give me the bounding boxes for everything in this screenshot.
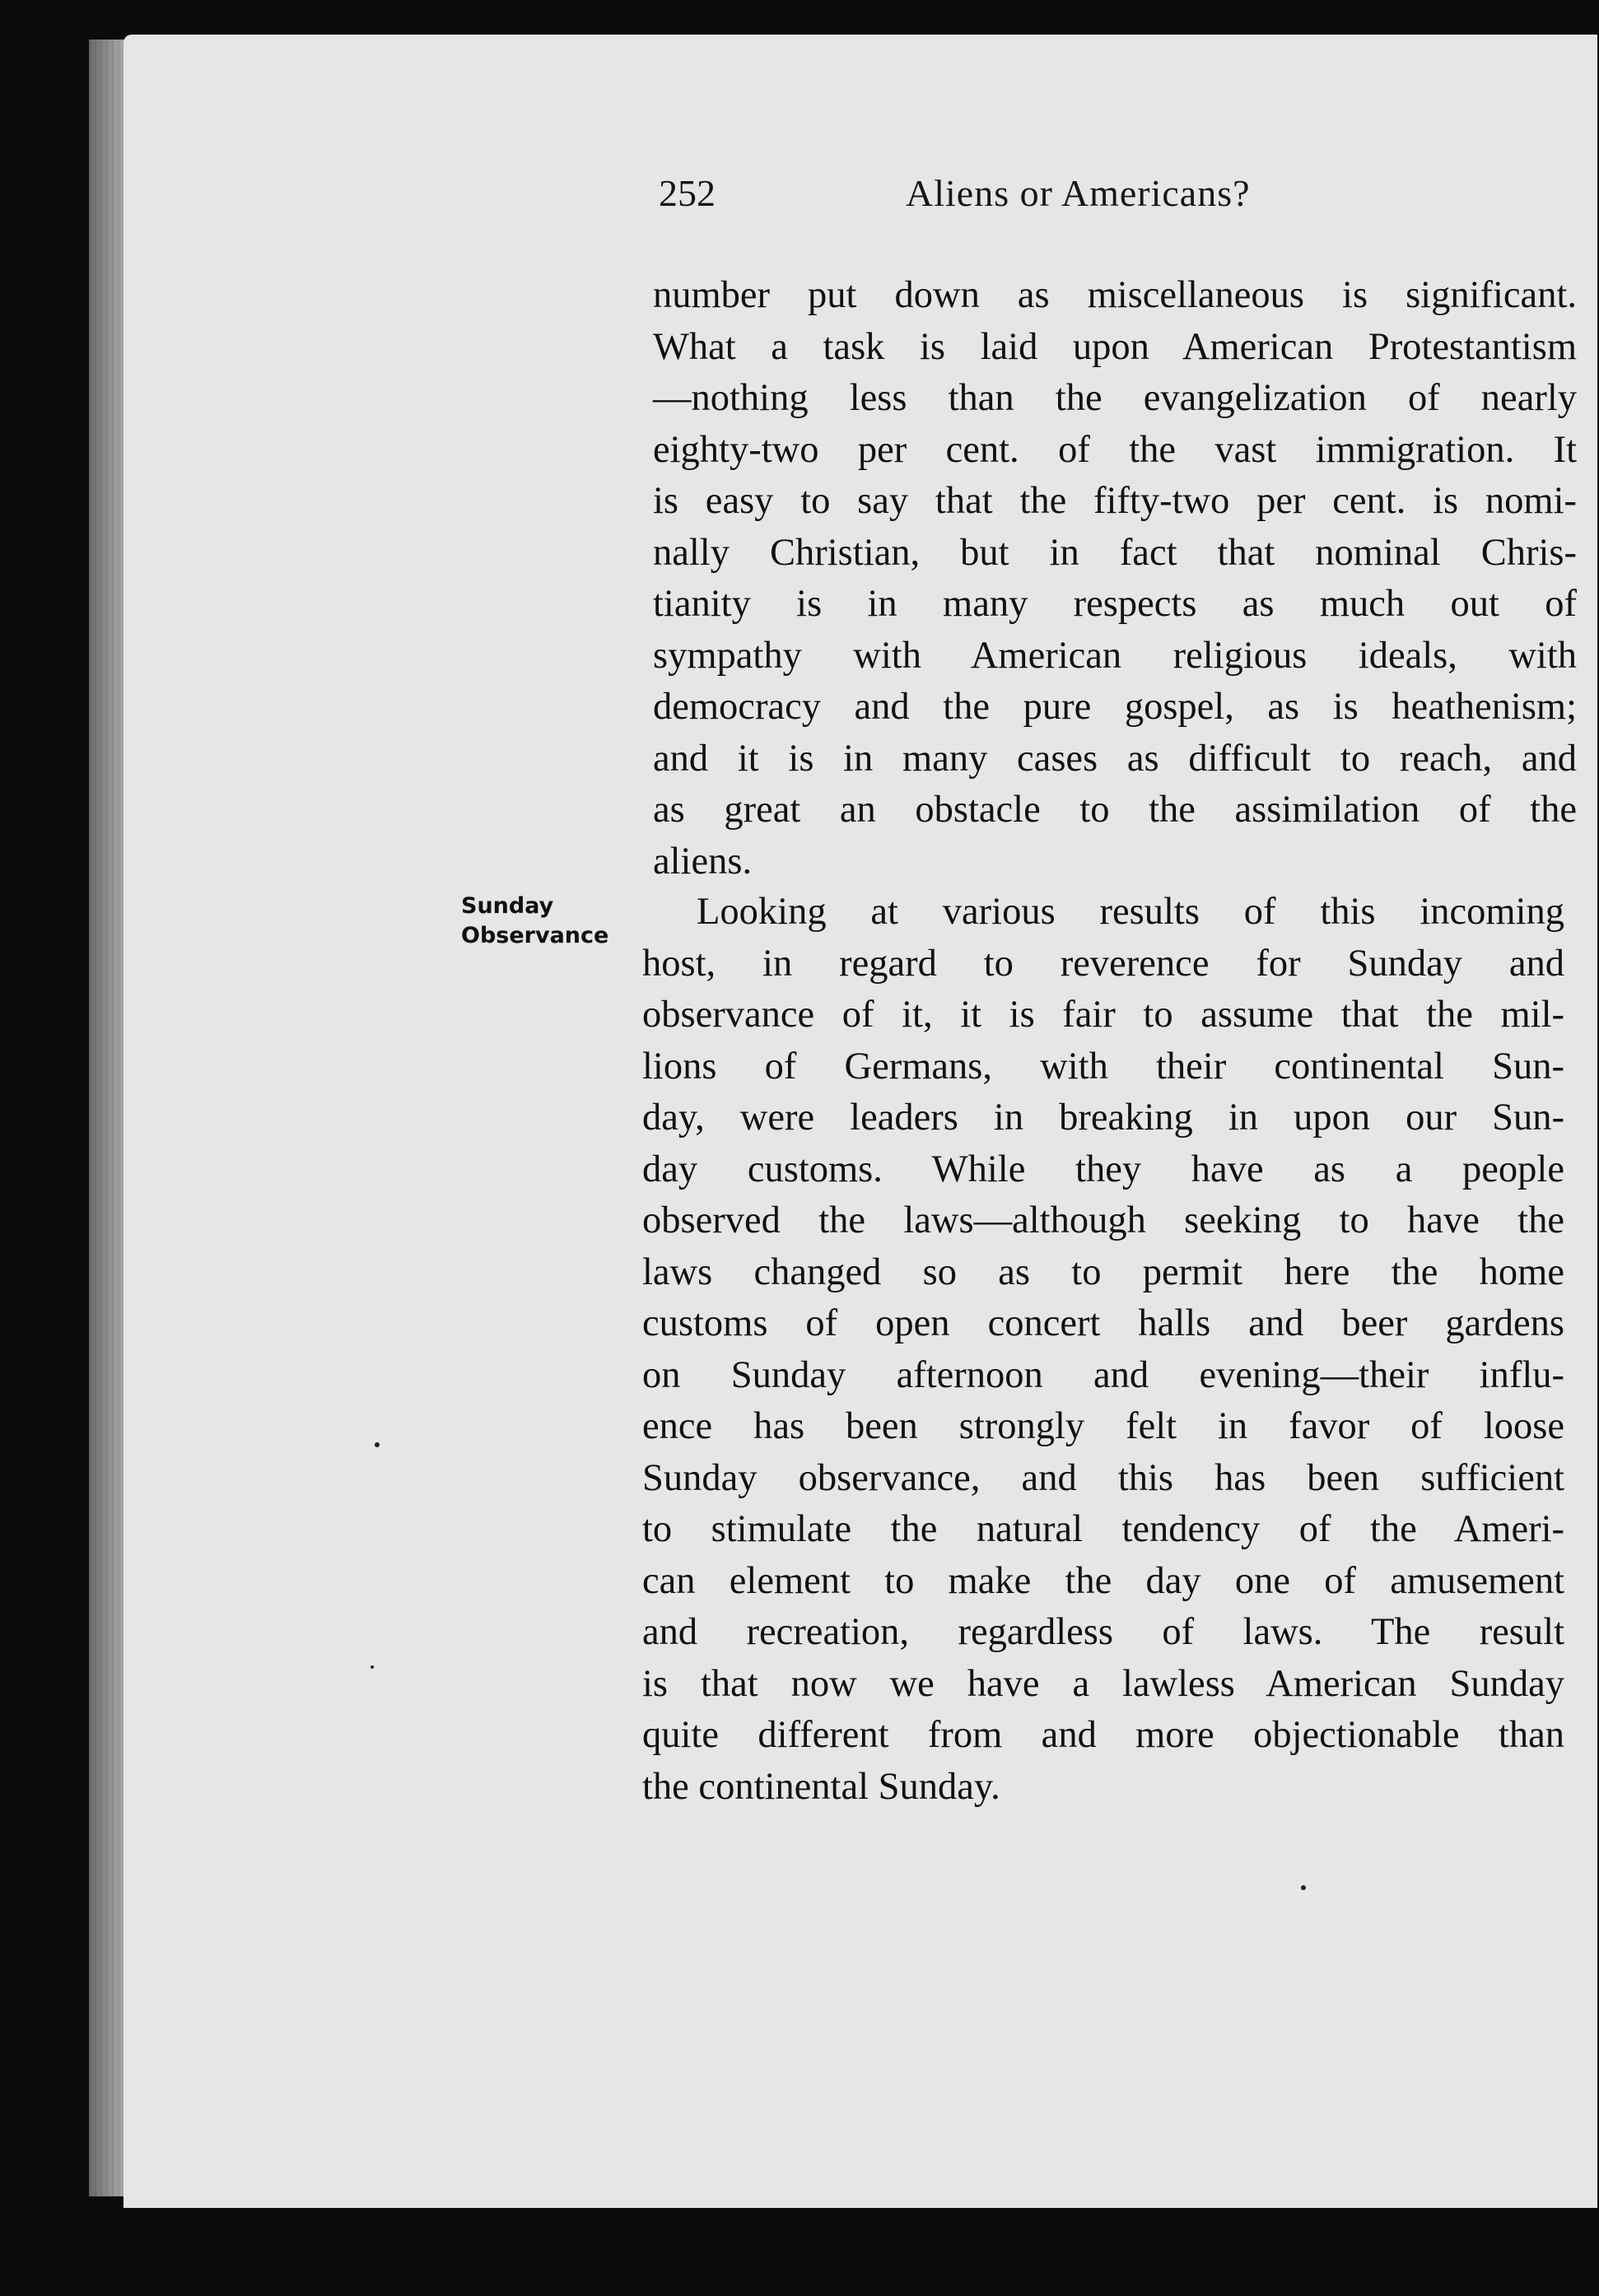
margin-note-line: Observance	[461, 923, 609, 948]
page-number: 252	[659, 172, 716, 214]
paragraph-2	[642, 887, 1564, 1813]
text-line: lions of Germans, with their continental Sun-	[642, 1045, 1564, 1087]
text-line: day customs. While they have as a people	[642, 1148, 1564, 1190]
text-line: observed the laws—although seeking to have the	[642, 1199, 1564, 1241]
text-line: number put down as miscellaneous is significant.	[653, 274, 1577, 316]
text-line: Looking at various results of this incoming	[697, 891, 1564, 933]
text-line: sympathy with American religious ideals, with	[653, 634, 1577, 677]
text-line: is easy to say that the fifty-two per cent. is nomi-	[653, 480, 1577, 522]
text-line: Sunday observance, and this has been sufficient	[642, 1456, 1564, 1499]
scan-speck	[371, 1665, 374, 1669]
text-line: tianity is in many respects as much out of	[653, 583, 1577, 625]
margin-note-line: Sunday	[461, 893, 554, 919]
running-head: Aliens or Americans?	[906, 172, 1251, 214]
text-line: and recreation, regardless of laws. The result	[642, 1611, 1564, 1653]
text-line: eighty-two per cent. of the vast immigration. It	[653, 428, 1577, 471]
text-line: quite different from and more objectionable than	[642, 1714, 1564, 1756]
text-line: —nothing less than the evangelization of nearly	[653, 377, 1577, 419]
text-line: What a task is laid upon American Protestantism	[653, 325, 1577, 368]
margin-note	[461, 892, 634, 951]
text-line: day, were leaders in breaking in upon our Sun-	[642, 1097, 1564, 1139]
text-line: to stimulate the natural tendency of the Ameri-	[642, 1508, 1564, 1550]
text-line: nally Christian, but in fact that nominal Chris-	[653, 531, 1577, 574]
text-line: and it is in many cases as difficult to reach, and	[653, 737, 1577, 780]
text-line: is that now we have a lawless American Sunday	[642, 1662, 1564, 1705]
text-line: the continental Sunday.	[642, 1765, 1000, 1808]
text-line: customs of open concert halls and beer gardens	[642, 1302, 1564, 1344]
text-line: democracy and the pure gospel, as is heathenism;	[653, 686, 1577, 728]
scan-speck	[375, 1442, 380, 1447]
text-line: ence has been strongly felt in favor of loose	[642, 1405, 1564, 1447]
text-line: aliens.	[653, 840, 753, 883]
text-line: host, in regard to reverence for Sunday and	[642, 942, 1564, 985]
text-line: observance of it, it is fair to assume that the mil-	[642, 994, 1564, 1036]
text-line: can element to make the day one of amusement	[642, 1559, 1564, 1602]
paragraph-1	[653, 270, 1577, 887]
text-line: as great an obstacle to the assimilation of the	[653, 789, 1577, 831]
text-line: laws changed so as to permit here the home	[642, 1250, 1564, 1293]
text-line: on Sunday afternoon and evening—their influ-	[642, 1353, 1564, 1396]
scan-speck	[1301, 1885, 1306, 1890]
page-header	[659, 171, 1581, 229]
